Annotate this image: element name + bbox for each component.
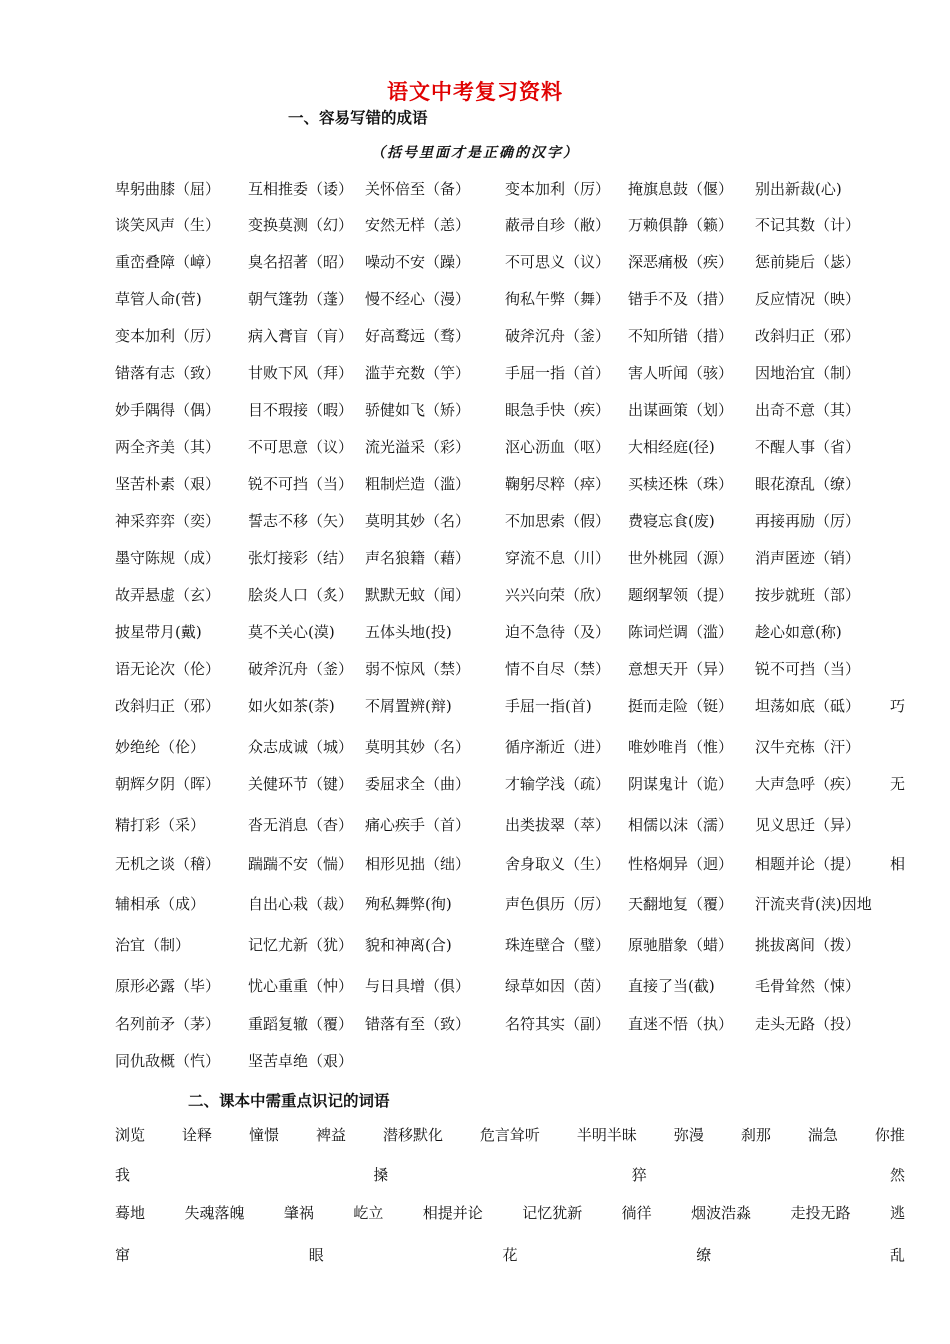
idiom-item: 貌和神离(合): [365, 936, 452, 954]
idiom-item: 莫明其妙（名）: [365, 512, 471, 530]
idiom-row: [115, 472, 905, 496]
idiom-row: [115, 813, 905, 837]
idiom-item: 挑拔离间（拨）: [755, 936, 861, 954]
idiom-item: 迫不急待（及）: [505, 623, 611, 641]
idiom-item: 鞠躬尽粹（瘁）: [505, 475, 611, 493]
idiom-item: 滥芋充数（竽）: [365, 364, 471, 382]
idiom-item: 坚苦卓绝（艰）: [248, 1052, 354, 1070]
idiom-row: [115, 892, 905, 916]
idiom-item: 无: [889, 775, 905, 793]
idiom-item: 才输学浅（疏）: [505, 775, 611, 793]
section-heading-1: 一、容易写错的成语: [288, 109, 428, 127]
vocab-item: 眼: [308, 1246, 324, 1264]
idiom-item: 穿流不息（川）: [505, 549, 611, 567]
idiom-item: 眼花潦乱（缭）: [755, 475, 861, 493]
idiom-item: 题纲挈领（提）: [628, 586, 734, 604]
idiom-item: 锐不可挡（当）: [755, 660, 861, 678]
idiom-item: 殉私舞弊(徇): [365, 895, 452, 913]
idiom-item: 害人听闻（骇）: [628, 364, 734, 382]
idiom-item: 唯妙唯肖（惟）: [628, 738, 734, 756]
idiom-row: [115, 546, 905, 570]
idiom-item: 巧: [889, 697, 905, 715]
vocab-item: 逃: [889, 1204, 905, 1222]
vocab-item: 徜徉: [621, 1204, 652, 1222]
idiom-item: 万赖俱静（籁）: [628, 216, 734, 234]
idiom-item: 治宜（制）: [115, 936, 191, 954]
vocab-item: 刹那: [740, 1126, 771, 1144]
idiom-item: 名符其实（副）: [505, 1015, 611, 1033]
vocab-row: [115, 1243, 905, 1267]
idiom-item: 直接了当(截): [628, 977, 715, 995]
vocab-row: [115, 1201, 905, 1225]
idiom-row: [115, 398, 905, 422]
idiom-item: 大相经庭(径): [628, 438, 715, 456]
idiom-item: 汉牛充栋（汗）: [755, 738, 861, 756]
idiom-item: 忧心重重（忡）: [248, 977, 354, 995]
vocab-item: 窜: [115, 1246, 131, 1264]
idiom-item: 走头无路（投）: [755, 1015, 861, 1033]
idiom-item: 自出心栽（裁）: [248, 895, 354, 913]
idiom-item: 不可思意（议）: [248, 438, 354, 456]
idiom-item: 不知所错（措）: [628, 327, 734, 345]
idiom-item: 出奇不意（其）: [755, 401, 861, 419]
idiom-item: 故弄悬虚（玄）: [115, 586, 221, 604]
idiom-item: 按步就班（部）: [755, 586, 861, 604]
vocab-item: 蓦地: [115, 1204, 146, 1222]
idiom-item: 绿草如因（茵）: [505, 977, 611, 995]
idiom-item: 朝辉夕阴（晖）: [115, 775, 221, 793]
idiom-item: 目不瑕接（暇）: [248, 401, 354, 419]
idiom-item: 关健环节（键）: [248, 775, 354, 793]
idiom-row: [115, 1012, 905, 1036]
idiom-item: 精打彩（采）: [115, 816, 206, 834]
idiom-item: 病入膏盲（肓）: [248, 327, 354, 345]
idiom-row: [115, 974, 905, 998]
vocab-item: 花: [502, 1246, 518, 1264]
idiom-item: 直迷不悟（执）: [628, 1015, 734, 1033]
idiom-row: [115, 213, 905, 237]
idiom-item: 不醒人事（省）: [755, 438, 861, 456]
idiom-item: 反应情况（映）: [755, 290, 861, 308]
idiom-item: 好高鹜远（骛）: [365, 327, 471, 345]
idiom-item: 手屈一指(首): [505, 697, 592, 715]
idiom-item: 沤心沥血（呕）: [505, 438, 611, 456]
idiom-item: 汗流夹背(浃)因地: [755, 895, 872, 913]
idiom-item: 情不自尽（禁）: [505, 660, 611, 678]
vocab-item: 走投无路: [790, 1204, 851, 1222]
idiom-item: 默默无蚊（闻）: [365, 586, 471, 604]
vocab-item: 猝: [631, 1166, 647, 1184]
idiom-item: 重蹈复辙（覆）: [248, 1015, 354, 1033]
idiom-item: 坚苦朴素（艰）: [115, 475, 221, 493]
idiom-item: 毛骨耸然（悚）: [755, 977, 861, 995]
idiom-item: 声名狼籍（藉）: [365, 549, 471, 567]
idiom-item: 变本加利（厉）: [505, 180, 611, 198]
vocab-item: 你推: [874, 1126, 905, 1144]
idiom-item: 眼急手快（疾）: [505, 401, 611, 419]
idiom-item: 骄健如飞（矫）: [365, 401, 471, 419]
idiom-item: 变换莫测（幻）: [248, 216, 354, 234]
idiom-row: [115, 620, 905, 644]
idiom-item: 徇私午弊（舞）: [505, 290, 611, 308]
vocab-item: 憧憬: [248, 1126, 279, 1144]
idiom-item: 墨守陈规（成）: [115, 549, 221, 567]
vocab-item: 弥漫: [673, 1126, 704, 1144]
vocab-item: 屹立: [353, 1204, 384, 1222]
idiom-item: 错落有志（致）: [115, 364, 221, 382]
vocab-item: 乱: [889, 1246, 905, 1264]
idiom-item: 费寝忘食(废): [628, 512, 715, 530]
idiom-item: 记忆尤新（犹）: [248, 936, 354, 954]
idiom-item: 草管人命(菅): [115, 290, 202, 308]
vocab-item: 危言耸听: [479, 1126, 540, 1144]
idiom-item: 无机之谈（稽）: [115, 855, 221, 873]
idiom-item: 相: [889, 855, 905, 873]
idiom-row: [115, 852, 905, 876]
idiom-item: 誓志不移（矢）: [248, 512, 354, 530]
vocab-item: 裨益: [315, 1126, 346, 1144]
idiom-item: 辅相承（成）: [115, 895, 206, 913]
idiom-item: 原形必露（毕）: [115, 977, 221, 995]
idiom-item: 谈笑风声（生）: [115, 216, 221, 234]
idiom-item: 深恶痛极（疾）: [628, 253, 734, 271]
idiom-item: 慢不经心（漫）: [365, 290, 471, 308]
idiom-item: 挺而走险（铤）: [628, 697, 734, 715]
vocab-item: 相提并论: [422, 1204, 483, 1222]
vocab-item: 湍急: [807, 1126, 838, 1144]
vocab-item: 失魂落魄: [184, 1204, 245, 1222]
idiom-item: 卑躬曲膝（屈）: [115, 180, 221, 198]
vocab-item: 肇祸: [283, 1204, 314, 1222]
idiom-item: 互相推委（诿）: [248, 180, 354, 198]
section-heading-2: 二、课本中需重点识记的词语: [188, 1092, 390, 1110]
vocab-item: 搡: [373, 1166, 389, 1184]
idiom-item: 披星带月(戴): [115, 623, 202, 641]
idiom-item: 错手不及（措）: [628, 290, 734, 308]
vocab-item: 然: [889, 1166, 905, 1184]
idiom-item: 相儒以沫（濡）: [628, 816, 734, 834]
vocab-item: 记忆犹新: [522, 1204, 583, 1222]
idiom-item: 流光溢采（彩）: [365, 438, 471, 456]
idiom-item: 五体头地(投): [365, 623, 452, 641]
idiom-row: [115, 250, 905, 274]
idiom-item: 坦荡如底（砥）: [755, 697, 861, 715]
idiom-item: 手屈一指（首）: [505, 364, 611, 382]
idiom-item: 莫不关心(漠): [248, 623, 335, 641]
idiom-row: [115, 694, 905, 718]
vocab-item: 潜移默化: [382, 1126, 443, 1144]
vocab-item: 我: [115, 1166, 131, 1184]
idiom-item: 重峦叠障（嶂）: [115, 253, 221, 271]
idiom-row: [115, 657, 905, 681]
idiom-item: 循序渐近（进）: [505, 738, 611, 756]
idiom-item: 不加思索（假）: [505, 512, 611, 530]
idiom-item: 改斜归正（邪）: [755, 327, 861, 345]
vocab-item: 烟波浩淼: [691, 1204, 752, 1222]
idiom-item: 变本加利（厉）: [115, 327, 221, 345]
idiom-item: 改斜归正（邪）: [115, 697, 221, 715]
vocab-row: [115, 1123, 905, 1147]
idiom-item: 不可思义（议）: [505, 253, 611, 271]
idiom-item: 沓无消息（杳）: [248, 816, 354, 834]
idiom-row: [115, 287, 905, 311]
idiom-item: 安然无样（恙）: [365, 216, 471, 234]
idiom-row: [115, 435, 905, 459]
idiom-item: 错落有至（致）: [365, 1015, 471, 1033]
idiom-item: 出谋画策（划）: [628, 401, 734, 419]
idiom-item: 买椟还株（珠）: [628, 475, 734, 493]
idiom-item: 意想天开（异）: [628, 660, 734, 678]
idiom-item: 脍炎人口（炙）: [248, 586, 354, 604]
idiom-item: 天翻地复（覆）: [628, 895, 734, 913]
idiom-item: 相题并论（提）: [755, 855, 861, 873]
idiom-item: 出类拔翠（萃）: [505, 816, 611, 834]
idiom-item: 声色俱历（厉）: [505, 895, 611, 913]
idiom-row: [115, 361, 905, 385]
idiom-row: [115, 509, 905, 533]
idiom-item: 踹踹不安（惴）: [248, 855, 354, 873]
idiom-item: 妙手隅得（偶）: [115, 401, 221, 419]
idiom-item: 张灯接彩（结）: [248, 549, 354, 567]
idiom-item: 别出新裁(心): [755, 180, 842, 198]
vocab-row: [115, 1163, 905, 1187]
idiom-item: 委屈求全（曲）: [365, 775, 471, 793]
vocab-item: 诠释: [181, 1126, 212, 1144]
idiom-item: 趁心如意(称): [755, 623, 842, 641]
idiom-item: 粗制烂造（滥）: [365, 475, 471, 493]
idiom-row: [115, 1049, 905, 1073]
idiom-row: [115, 772, 905, 796]
idiom-item: 神采弈弈（奕）: [115, 512, 221, 530]
idiom-item: 蔽帚自珍（敝）: [505, 216, 611, 234]
idiom-item: 掩旗息鼓（偃）: [628, 180, 734, 198]
idiom-item: 关怀倍至（备）: [365, 180, 471, 198]
idiom-row: [115, 933, 905, 957]
idiom-item: 消声匿迹（销）: [755, 549, 861, 567]
idiom-item: 两全齐美（其）: [115, 438, 221, 456]
idiom-item: 痛心疾手（首）: [365, 816, 471, 834]
idiom-item: 见义思迁（异）: [755, 816, 861, 834]
idiom-item: 破斧沉舟（釜）: [505, 327, 611, 345]
idiom-item: 阴谋鬼计（诡）: [628, 775, 734, 793]
vocab-item: 浏览: [115, 1126, 146, 1144]
idiom-item: 臭名招著（昭）: [248, 253, 354, 271]
idiom-item: 如火如茶(荼): [248, 697, 335, 715]
idiom-row: [115, 583, 905, 607]
idiom-item: 朝气篷勃（蓬）: [248, 290, 354, 308]
idiom-item: 锐不可挡（当）: [248, 475, 354, 493]
idiom-item: 珠连壁合（璧）: [505, 936, 611, 954]
idiom-item: 再接再励（厉）: [755, 512, 861, 530]
vocab-item: 缭: [696, 1246, 712, 1264]
idiom-item: 妙绝纶（伦）: [115, 738, 206, 756]
idiom-item: 性格炯异（迥）: [628, 855, 734, 873]
idiom-item: 世外桃园（源）: [628, 549, 734, 567]
idiom-row: [115, 735, 905, 759]
section-note: （括号里面才是正确的汉字）: [371, 145, 579, 161]
idiom-item: 语无论次（伦）: [115, 660, 221, 678]
idiom-item: 众志成诚（城）: [248, 738, 354, 756]
idiom-item: 不屑置辨(辩): [365, 697, 452, 715]
idiom-item: 与日具增（俱）: [365, 977, 471, 995]
idiom-item: 同仇敌概（忾）: [115, 1052, 221, 1070]
idiom-item: 兴兴向荣（欣）: [505, 586, 611, 604]
vocab-item: 半明半昧: [576, 1126, 637, 1144]
idiom-item: 相形见拙（绌）: [365, 855, 471, 873]
idiom-item: 莫明其妙（名）: [365, 738, 471, 756]
idiom-item: 甘败下风（拜）: [248, 364, 354, 382]
idiom-item: 名列前矛（茅）: [115, 1015, 221, 1033]
idiom-item: 大声急呼（疾）: [755, 775, 861, 793]
idiom-row: [115, 324, 905, 348]
idiom-item: 陈词烂调（滥）: [628, 623, 734, 641]
document-title: 语文中考复习资料: [387, 80, 563, 104]
idiom-item: 不记其数（计）: [755, 216, 861, 234]
idiom-item: 舍身取义（生）: [505, 855, 611, 873]
idiom-item: 原驰腊象（蜡）: [628, 936, 734, 954]
idiom-item: 噪动不安（躁）: [365, 253, 471, 271]
idiom-item: 因地治宜（制）: [755, 364, 861, 382]
idiom-row: [115, 177, 905, 201]
idiom-item: 破斧沉舟（釜）: [248, 660, 354, 678]
idiom-item: 惩前毙后（毖）: [755, 253, 861, 271]
idiom-item: 弱不惊风（禁）: [365, 660, 471, 678]
